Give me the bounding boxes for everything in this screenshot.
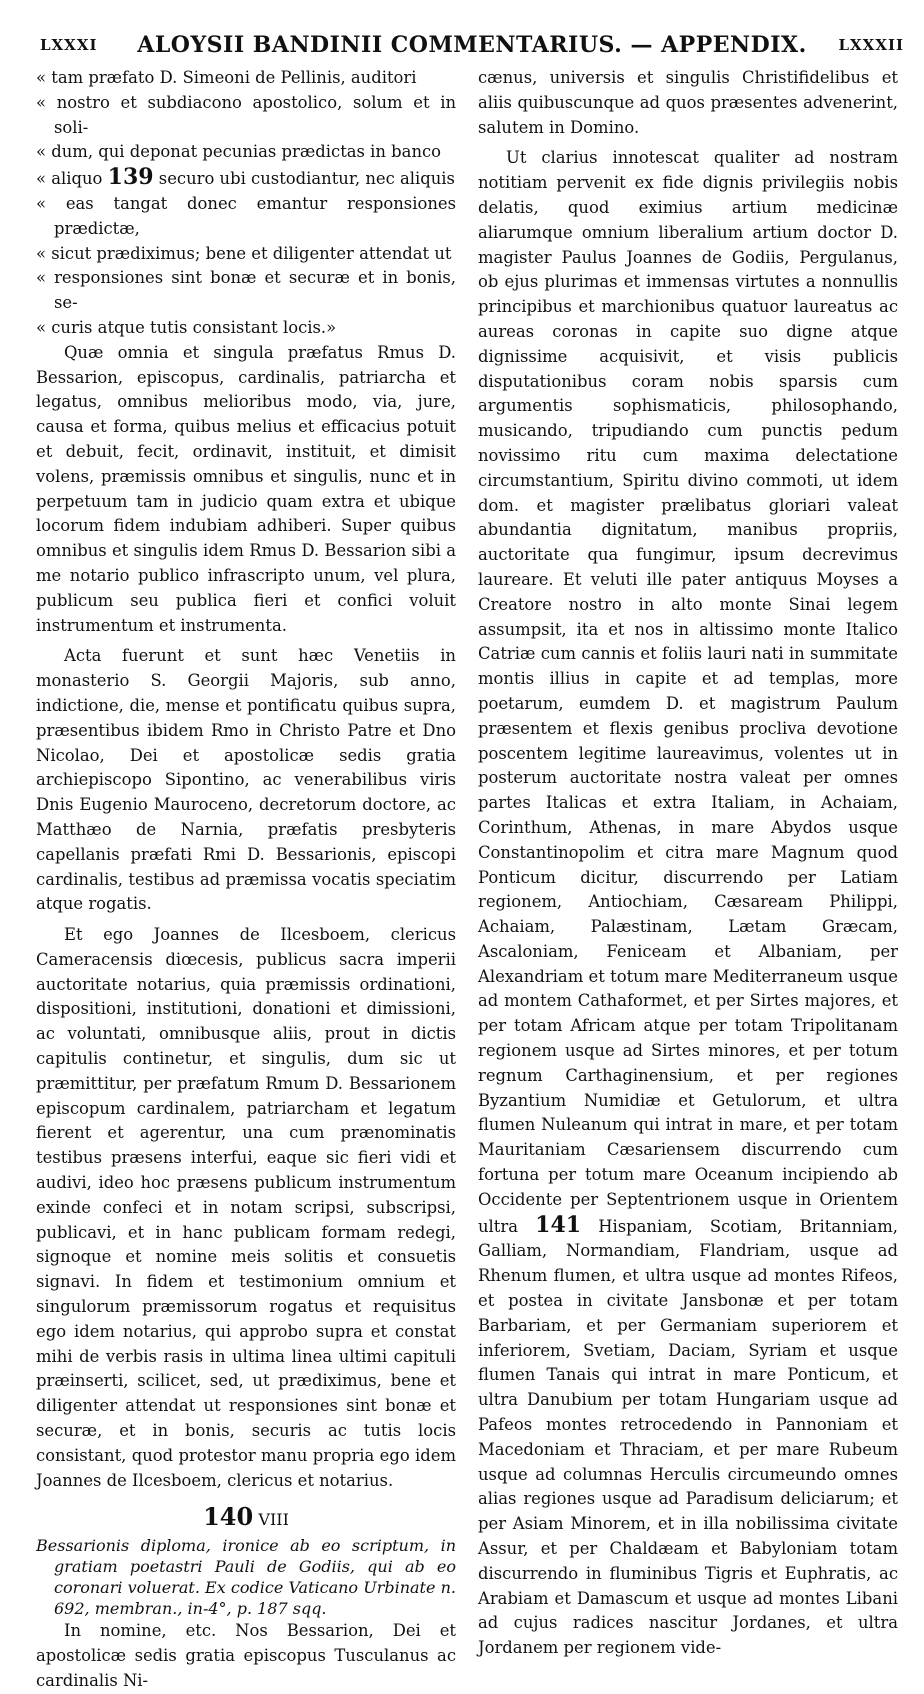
- document-heading: [36, 1502, 456, 1533]
- quote-line: [36, 165, 456, 192]
- paragraph: cænus, universis et singulis Christifidelibus et aliis quibuscunque ad quos præsentes advenerint, salutem in Domino.: [478, 68, 898, 137]
- paragraph-part: Ut clarius innotescat qualiter ad nostram notitiam pervenit ex fide dignis privilegiis nobis delatis, quod eximius artium medicinæ aliarumque omnium liberalium artium doctor D. magister Paulus Joannes de Godiis, Pergulanus, ob ejus plurimas et immensas virtutes a nonnullis principibus et marchionibus quatuor laureatus ac aureas coronas in capite suo digne atque dignissime acquisivit, et visis publicis disputationibus coram nobis sparsis cum argumentis sophismaticis, philosophando, musicando, tripudiando cum punctis pedum novissimo ritu cum maxima delectatione circumstantium, Spiritu divino commoti, ut idem dom. et magister prælibatus gloriari valeat abundantia dignitatum, manibus propriis, auctoritate qua fungimur, ipsum decrevimus laureare. Et veluti ille pater antiquus Moyses a Creatore nostro in alto monte Sinai legem assumpsit, ita et nos in altissimo monte Italico Catriæ cum cannis et foliis lauri nati in summitate montis illius in capite et ad templas, more poetarum, eumdem D. et magistrum Paulum præsentem et flexis genibus procliva devotione poscentem legitime laureavimus, volentes ut in posterum auctoritate nostra valeat per omnes partes Italicas et extra Italiam, in Achaiam, Corinthum, Athenas, in mare Abydos usque Constantinopolim et citra mare Magnum quod Ponticum dicitur, discurrendo per Latiam regionem, Antiochiam, Cæsaream Philippi, Achaiam, Palæstinam, Lætam Græcam, Ascaloniam, Feniceam et Albaniam, per Alexandriam et totum mare Mediterraneum usque ad montem Cathaformet, et per Sirtes majores, et per totam Africam atque per totam Tripolitanam regionem usque ad Sirtes minores, et per totum regnum Carthaginensium, et per regiones Byzantium Numidiæ et Getulorum, et ultra flumen Nuleanum qui intrat in mare, et per totam Mauritaniam Cæsariensem discurrendo cum fortuna per totum mare Oceanum incipiendo ab Occidente per Septentrionem usque in Orientem ultra: [478, 148, 898, 1236]
- document-roman-number: VIII: [258, 1510, 289, 1530]
- quote-line: « dum, qui deponat pecunias prædictas in banco: [36, 142, 442, 162]
- quote-line: « tam præfato D. Simeoni de Pellinis, auditori: [36, 68, 417, 87]
- quote-line: « eas tangat donec emantur responsiones prædictæ,: [36, 193, 456, 238]
- document-caption: Bessarionis diploma, ironice ab eo scriptum, in gratiam poetastri Pauli de Godiis, qui ab eo coronari voluerat. Ex codice Vaticano Urbinate n. 692, membran., in-4°, p. 187 sqq.: [36, 1536, 456, 1619]
- paragraph: [478, 146, 898, 1661]
- quote-line-rest: securo ubi custodiantur, nec aliquis: [158, 169, 455, 189]
- document-number: 140: [203, 1502, 254, 1532]
- paragraph: In nomine, etc. Nos Bessarion, Dei et apostolicæ sedis gratia episcopus Tusculanus ac cardinalis Ni-: [36, 1621, 456, 1690]
- quote-line: « sicut prædiximus; bene et diligenter attendat ut: [36, 243, 452, 263]
- paragraph-part: Hispaniam, Scotiam, Britanniam, Galliam, Normandiam, Flandriam, usque ad Rhenum flumen, et ultra usque ad montes Rifeos, et postea in civitate Jansbonæ et per totam Barbariam, et per Germaniam superiorem et inferiorem, Svetiam, Daciam, Syriam et usque flumen Tanais qui intrat in mare Ponticum, et ultra Danubium per totam Hungariam usque ad Pafeos montes retrocedendo in Pannoniam et Macedoniam et Thraciam, et per mare Rubeum usque ad columnas Herculis circumeundo omnes alias regiones usque ad Paradisum deliciarum; et per Asiam Minorem, et in illa nobilissima civitate Assur, et per Chaldæam et Babyloniam totam discurrendo in fluminibus Tigris et Euphratis, ac Arabiam et Damascum et usque ad montes Libani ad cujus radices nascitur Jordanes, et ultra Jordanem per regionem vide-: [478, 1216, 898, 1658]
- right-column: [478, 66, 898, 1661]
- left-column: [36, 66, 456, 1694]
- page-number-left: LXXXI: [40, 36, 98, 54]
- quote-line: « curis atque tutis consistant locis.»: [36, 317, 337, 337]
- page-title: ALOYSII BANDINII COMMENTARIUS. — APPENDIX.: [137, 32, 807, 58]
- quote-line: « nostro et subdiacono apostolico, solum et in soli-: [36, 92, 456, 137]
- quote-line-start: « aliquo: [36, 169, 103, 189]
- quote-line: « responsiones sint bonæ et securæ et in bonis, se-: [36, 268, 456, 313]
- folio-marker-139: 139: [107, 164, 154, 191]
- running-header: [40, 30, 904, 62]
- paragraph: Acta fuerunt et sunt hæc Venetiis in monasterio S. Georgii Majoris, sub anno, indictione, die, mense et pontificatu quibus supra, præsentibus ibidem Rmo in Christo Patre et Dno Nicolao, Dei et apostolicæ sedis gratia archiepiscopo Sipontino, ac venerabilibus viris Dnis Eugenio Mauroceno, decretorum doctore, ac Matthæo de Narnia, præfatis presbyteris capellanis præfati Rmi D. Bessarionis, episcopi cardinalis, testibus ad præmissa vocatis speciatim atque rogatis.: [36, 646, 456, 914]
- paragraph: Et ego Joannes de Ilcesboem, clericus Cameracensis diœcesis, publicus sacra imperii auctoritate notarius, quia præmissis ordinationi, dispositioni, institutioni, donationi et dimissioni, ac voluntati, omnibusque aliis, prout in dictis capitulis continetur, et singulis, dum sic ut præmittitur, per præfatum Rmum D. Bessarionem episcopum cardinalem, patriarcham et legatum fierent et agerentur, una cum prænominatis testibus præsens interfui, eaque sic fieri vidi et audivi, ideo hoc præsens publicum instrumentum exinde confeci et in notam scripsi, subscripsi, publicavi, et in hanc publicam formam redegi, signoque et nomine meis solitis et consuetis signavi. In fidem et testimonium omnium et singulorum præmissorum rogatus et requisitus ego idem notarius, qui approbo supra et constat mihi de verbis rasis in ultima linea ultimi capituli præinserti, scilicet, sed, ut prædiximus, bene et diligenter attendat ut responsiones sint bonæ et securæ, et in bonis, securis ac tutis locis consistant, quod protestor manu propria ego idem Joannes de Ilcesboem, clericus et notarius.: [36, 925, 456, 1490]
- page-number-right: LXXXII: [838, 36, 904, 54]
- folio-marker-141: 141: [535, 1211, 582, 1238]
- quoted-passage: [36, 66, 456, 341]
- paragraph: Quæ omnia et singula præfatus Rmus D. Bessarion, episcopus, cardinalis, patriarcha et legatus, omnibus melioribus modo, via, jure, causa et forma, quibus melius et efficacius potuit et debuit, fecit, ordinavit, instituit, et dimisit volens, præmissis omnibus et singulis, nunc et in perpetuum tam in judicio quam extra et ubique locorum fidem indubiam adhiberi. Super quibus omnibus et singulis idem Rmus D. Bessarion sibi a me notario publico infrascripto unum, vel plura, publicum seu publica fieri et confici voluit instrumentum et instrumenta.: [36, 342, 456, 635]
